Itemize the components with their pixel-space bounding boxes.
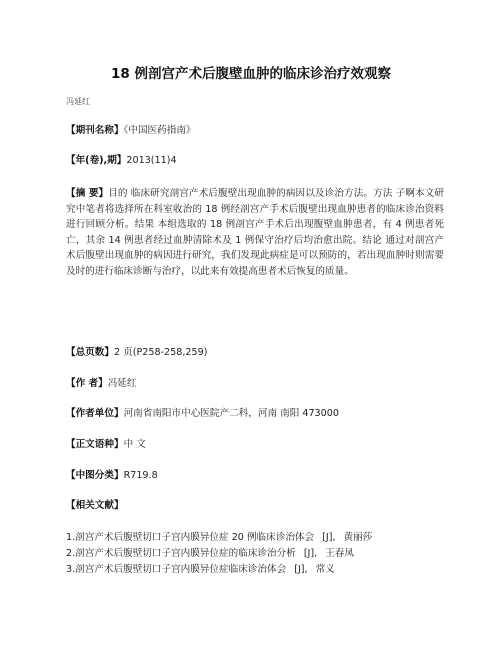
issue-field bbox=[66, 155, 446, 167]
affiliation-value: 河南省南阳市中心医院产二科，河南 南阳 473000 bbox=[123, 408, 339, 419]
related-item-tag: [J], bbox=[303, 548, 318, 559]
pages-field bbox=[66, 347, 446, 359]
affiliation-label: 【作者单位】 bbox=[66, 408, 124, 419]
author-field-label: 【作 者】 bbox=[66, 378, 108, 389]
pages-label: 【总页数】 bbox=[66, 347, 114, 358]
related-item-title: 3.剖宫产术后腹壁切口子宫内膜异位症临床诊治体会 bbox=[66, 564, 287, 575]
document-title: 18 例剖宫产术后腹壁血肿的临床诊治疗效观察 bbox=[111, 66, 391, 82]
issue-label: 【年(卷),期】 bbox=[66, 155, 127, 166]
abstract-label: 【摘 要】 bbox=[66, 188, 109, 199]
affiliation-field bbox=[66, 408, 446, 420]
issue-value: 2013(11)4 bbox=[126, 155, 177, 166]
related-item-author: 王春凤 bbox=[325, 548, 354, 559]
related-item-author: 黄丽莎 bbox=[343, 532, 373, 543]
language-field bbox=[66, 439, 446, 451]
related-label: 【相关文献】 bbox=[66, 500, 124, 511]
related-item-tag: [J], bbox=[294, 564, 308, 575]
related-list bbox=[66, 530, 446, 578]
language-label: 【正文语种】 bbox=[66, 439, 124, 450]
related-item-tag: [J], bbox=[322, 532, 336, 543]
related-item[interactable] bbox=[66, 562, 446, 578]
journal-value: 《中国医药指南》 bbox=[123, 125, 196, 136]
abstract-field bbox=[66, 186, 444, 279]
journal-field bbox=[66, 125, 446, 137]
related-field bbox=[66, 500, 446, 512]
clc-field bbox=[66, 470, 446, 482]
author-field-value: 冯延红 bbox=[107, 378, 137, 389]
abstract-text: 目的 临床研究剖宫产术后腹壁出现血肿的病因以及诊治方法。方法 子啊本文研究中笔者将选择所在科室收治的 18 例经剖宫产手术后腹壁出现血肿患者的临床诊治资料进行回顾分析。结果 本组选取的 18 例剖宫产手术后出现腹壁血肿患者，有 4 例患者死亡，其余 14 例患者经过血肿清除术及 1 例保守治疗后均治愈出院。结论 通过对剖宫产术后腹壁出现血肿的病因进行研究，我们发现此病症是可以预防的，若出现血肿时则需要及时的进行临床诊断与治疗，以此来有效提高患者术后恢复的质量。 bbox=[66, 188, 444, 277]
related-item[interactable] bbox=[66, 546, 446, 562]
related-item-title: 2.剖宫产术后腹壁切口子宫内膜异位症的临床诊治分析 bbox=[66, 548, 296, 559]
language-value: 中 文 bbox=[123, 439, 146, 450]
related-item-author: 常义 bbox=[315, 564, 335, 575]
author-line: 冯延红 bbox=[66, 97, 90, 106]
related-item[interactable] bbox=[66, 530, 446, 546]
related-item-title: 1.剖宫产术后腹壁切口子宫内膜异位症 20 例临床诊治体会 bbox=[66, 532, 315, 543]
clc-label: 【中图分类】 bbox=[66, 470, 124, 481]
pages-value: 2 页(P258-258,259) bbox=[113, 347, 208, 358]
clc-value: R719.8 bbox=[123, 470, 158, 481]
journal-label: 【期刊名称】 bbox=[66, 125, 124, 136]
author-field bbox=[66, 378, 446, 390]
